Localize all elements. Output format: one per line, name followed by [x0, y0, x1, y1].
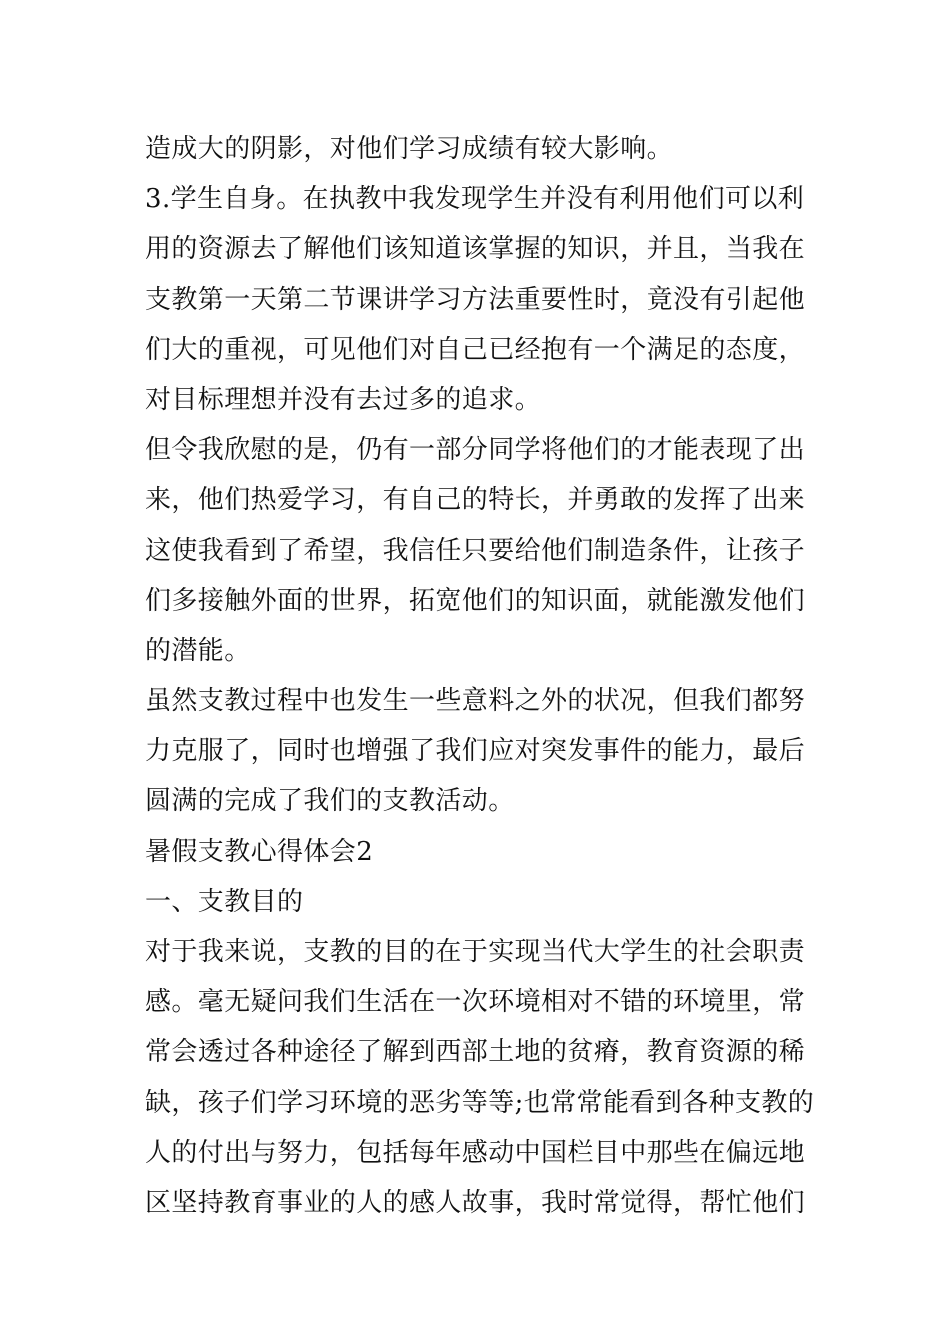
text-line: 造成大的阴影，对他们学习成绩有较大影响。: [145, 134, 674, 164]
text-line: 区坚持教育事业的人的感人故事，我时常觉得，帮忙他们: [145, 1187, 806, 1218]
text-line: 这使我看到了希望，我信任只要给他们制造条件，让孩子: [145, 535, 806, 566]
text-line: 感。毫无疑问我们生活在一次环境相对不错的环境里，常: [145, 987, 806, 1018]
text-line: 虽然支教过程中也发生一些意料之外的状况，但我们都努: [145, 686, 806, 717]
text-line: 来，他们热爱学习，有自己的特长，并勇敢的发挥了出来: [145, 485, 806, 516]
document-body: [145, 124, 815, 1228]
section-title: 暑假支教心得体会2: [145, 836, 374, 867]
text-line: 们大的重视，可见他们对自己已经抱有一个满足的态度，: [145, 334, 806, 365]
text-line: 人的付出与努力，包括每年感动中国栏目中那些在偏远地: [145, 1137, 806, 1168]
text-line: 对目标理想并没有去过多的追求。: [145, 384, 542, 415]
text-line: 缺，孩子们学习环境的恶劣等等;也常常能看到各种支教的: [145, 1087, 815, 1118]
text-line: 力克服了，同时也增强了我们应对突发事件的能力，最后: [145, 736, 806, 767]
text-line: 支教第一天第二节课讲学习方法重要性时，竟没有引起他: [145, 284, 806, 315]
text-line: 但令我欣慰的是，仍有一部分同学将他们的才能表现了出: [145, 435, 806, 466]
text-line: 常会透过各种途径了解到西部土地的贫瘠，教育资源的稀: [145, 1037, 806, 1068]
text-line: 用的资源去了解他们该知道该掌握的知识，并且，当我在: [145, 234, 806, 265]
text-line: 圆满的完成了我们的支教活动。: [145, 786, 515, 817]
section-heading: 一、支教目的: [145, 886, 304, 917]
text-line: 对于我来说，支教的目的在于实现当代大学生的社会职责: [145, 937, 806, 967]
text-line: 的潜能。: [145, 635, 251, 666]
text-line: 们多接触外面的世界，拓宽他们的知识面，就能激发他们: [145, 585, 806, 616]
text-line: 3.学生自身。在执教中我发现学生并没有利用他们可以利: [145, 184, 805, 215]
